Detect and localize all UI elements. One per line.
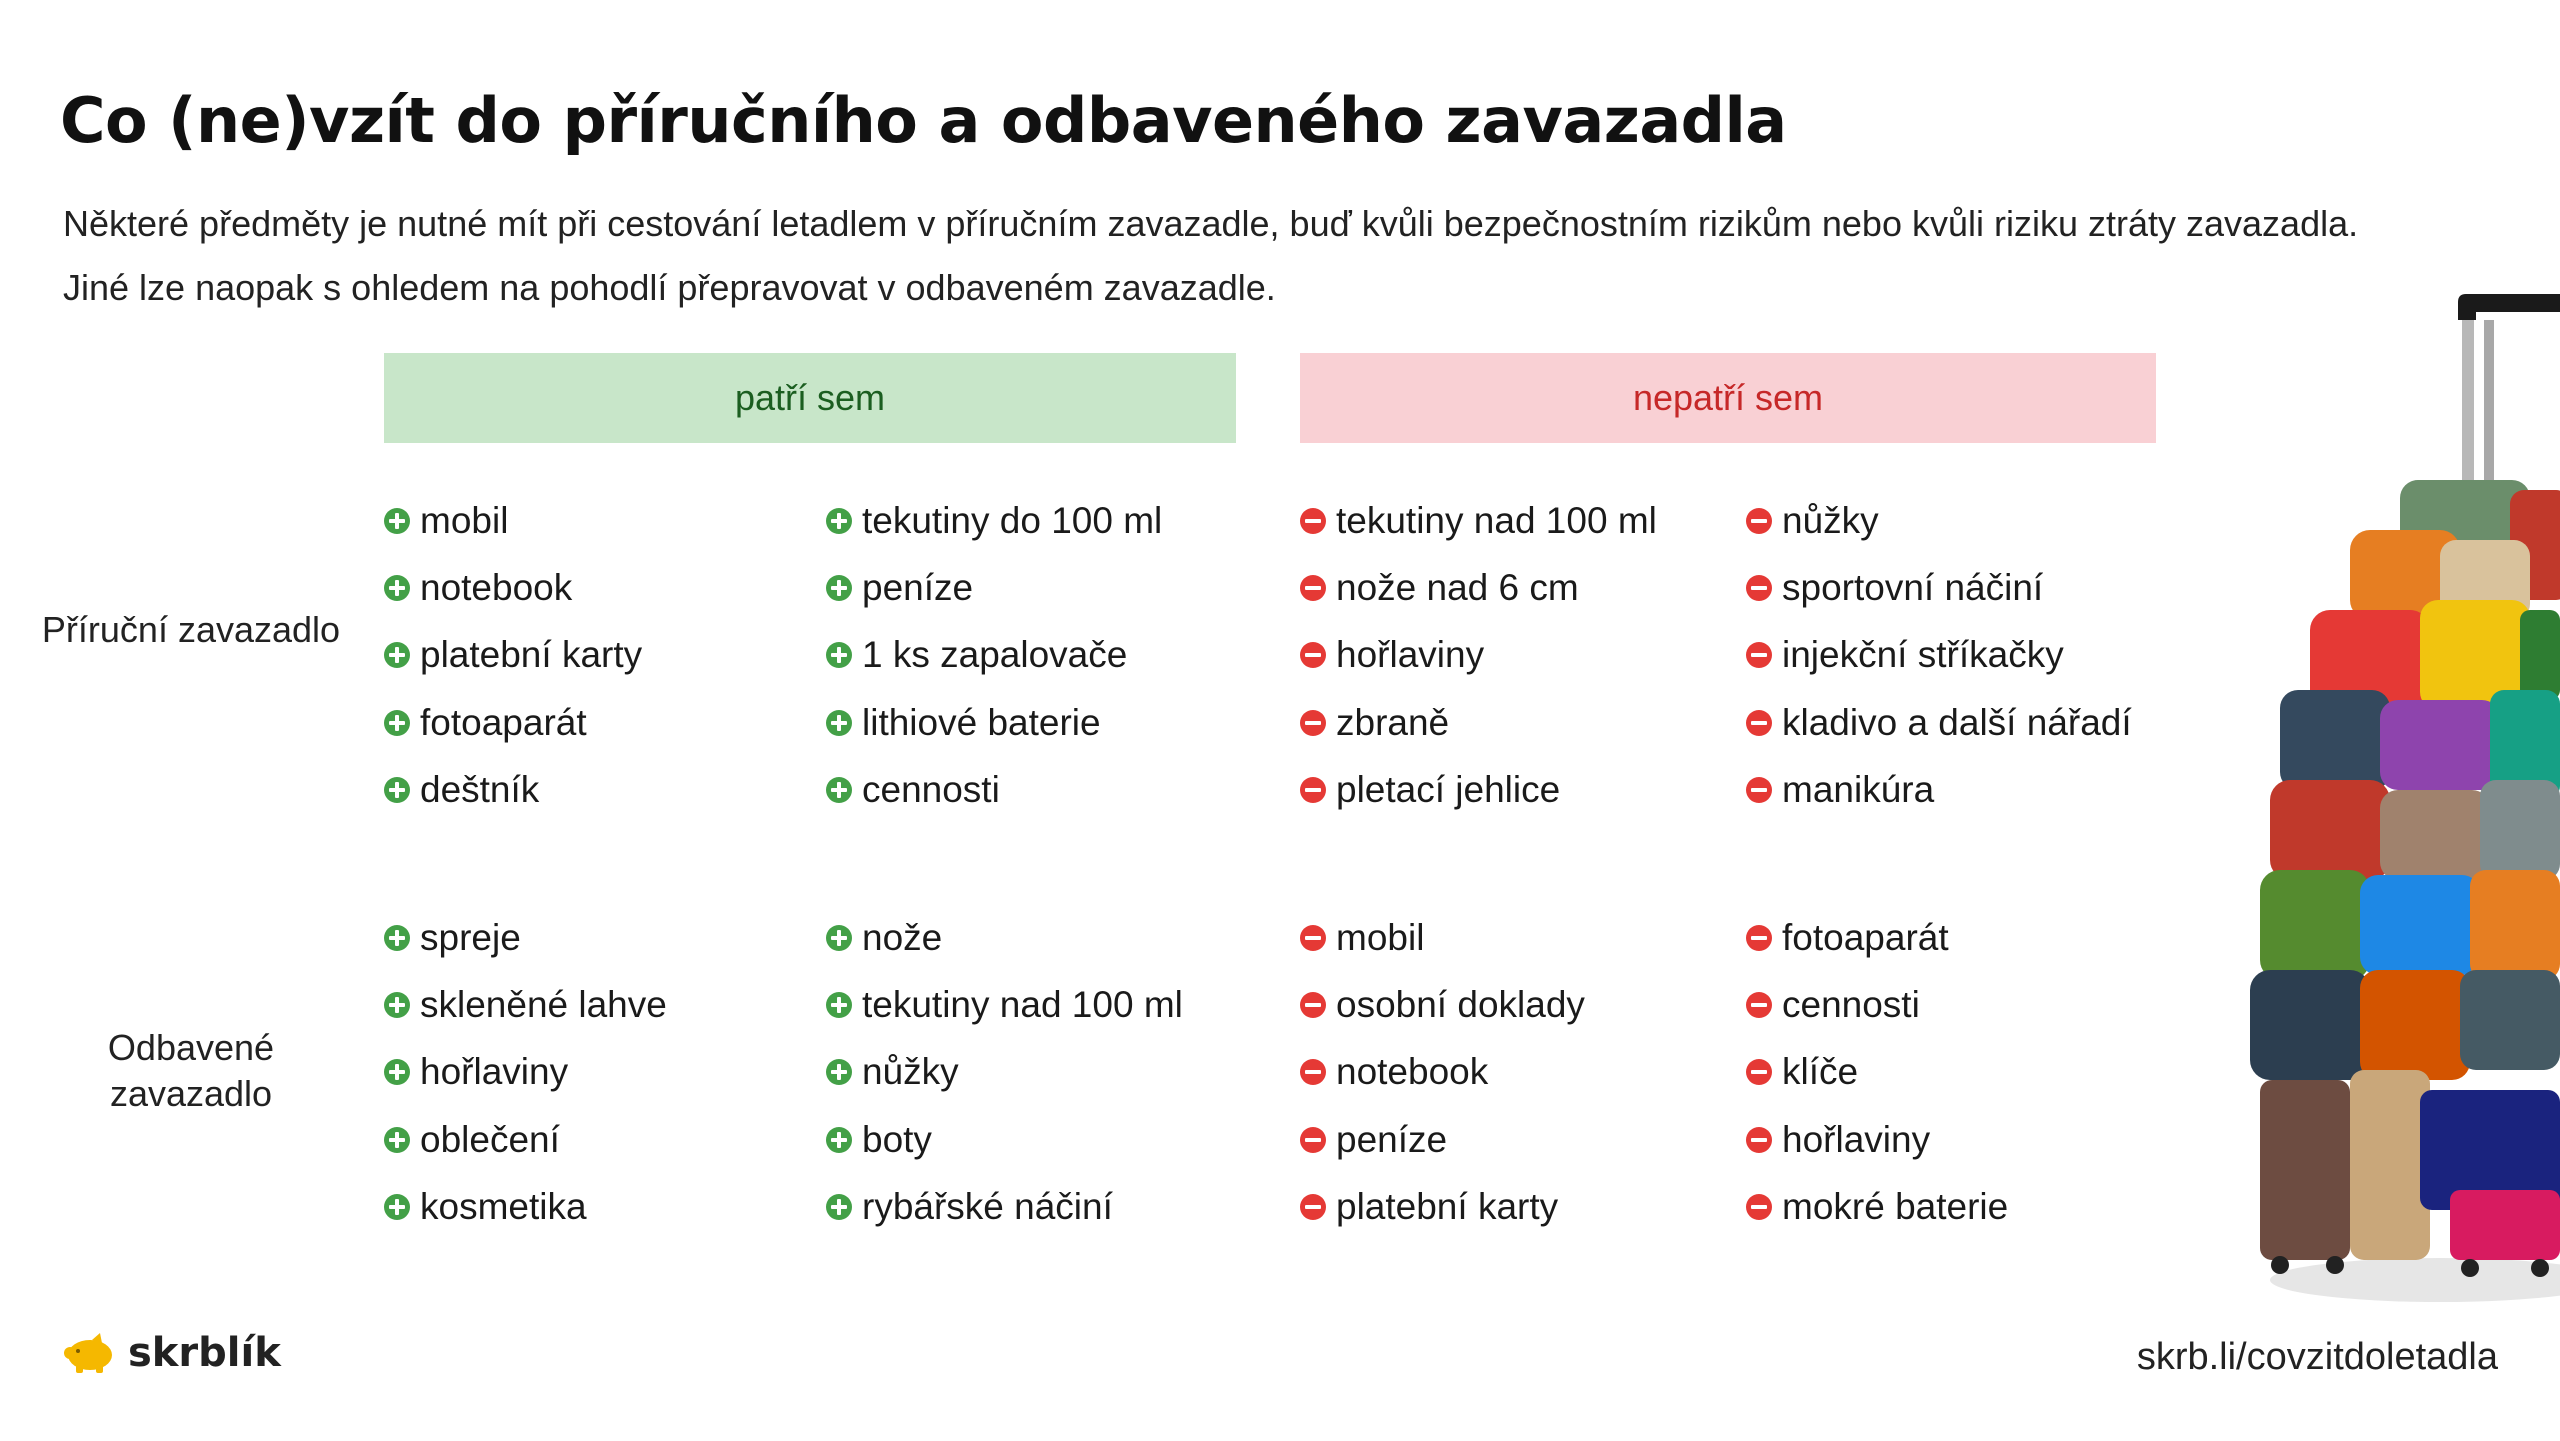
- list-item-label: oblečení: [420, 1118, 560, 1160]
- list-item-label: nůžky: [862, 1051, 959, 1093]
- list-item-label: mobil: [420, 499, 509, 541]
- list-item: [826, 487, 1162, 554]
- brand-name: skrblík: [128, 1330, 281, 1376]
- list-item: [1746, 971, 2008, 1038]
- plus-circle-icon: [384, 1127, 410, 1153]
- list-item-label: tekutiny nad 100 ml: [862, 983, 1183, 1025]
- list-item-label: platební karty: [1336, 1185, 1559, 1227]
- plus-circle-icon: [826, 508, 852, 534]
- list-item: [826, 622, 1162, 689]
- minus-circle-icon: [1300, 777, 1326, 803]
- list-item-label: injekční stříkačky: [1782, 634, 2064, 676]
- list-item: [1746, 756, 2132, 823]
- luggage-illustration: [2240, 290, 2560, 1310]
- minus-circle-icon: [1300, 992, 1326, 1018]
- checked-allowed-list-1: [384, 904, 667, 1240]
- list-item: [384, 487, 642, 554]
- plus-circle-icon: [826, 642, 852, 668]
- plus-circle-icon: [384, 992, 410, 1018]
- list-item-label: cennosti: [1782, 983, 1920, 1025]
- list-item: [1300, 756, 1657, 823]
- plus-circle-icon: [384, 1194, 410, 1220]
- list-item: [826, 554, 1162, 621]
- minus-circle-icon: [1300, 1127, 1326, 1153]
- brand-logo[interactable]: [62, 1330, 281, 1376]
- list-item: [1300, 904, 1585, 971]
- minus-circle-icon: [1746, 575, 1772, 601]
- checked-forbidden-list-2: [1746, 904, 2008, 1240]
- intro-text: Některé předměty je nutné mít při cestování letadlem v příručním zavazadle, buď kvůli bezpečnostním rizikům nebo kvůli riziku ztráty zavazadla. Jiné lze naopak s ohledem na pohodlí přepravovat v odbaveném zavazadle.: [63, 203, 2359, 308]
- list-item-label: nože: [862, 916, 943, 958]
- minus-circle-icon: [1300, 508, 1326, 534]
- list-item-label: lithiové baterie: [862, 701, 1101, 743]
- list-item: [826, 1106, 1183, 1173]
- list-item: [826, 756, 1162, 823]
- list-item: [1300, 622, 1657, 689]
- plus-circle-icon: [826, 777, 852, 803]
- list-item-label: deštník: [420, 768, 540, 810]
- list-item-label: mokré baterie: [1782, 1185, 2009, 1227]
- piggy-bank-icon: [62, 1333, 116, 1373]
- list-item: [384, 756, 642, 823]
- list-item-label: hořlaviny: [1782, 1118, 1931, 1160]
- plus-circle-icon: [384, 575, 410, 601]
- list-item-label: zbraně: [1336, 701, 1450, 743]
- list-item: [1746, 622, 2132, 689]
- plus-circle-icon: [384, 642, 410, 668]
- list-item-label: tekutiny do 100 ml: [862, 499, 1163, 541]
- list-item-label: platební karty: [420, 634, 643, 676]
- list-item: [826, 1039, 1183, 1106]
- minus-circle-icon: [1746, 1059, 1772, 1085]
- list-item-label: nůžky: [1782, 499, 1879, 541]
- list-item-label: rybářské náčiní: [862, 1185, 1113, 1227]
- plus-circle-icon: [826, 925, 852, 951]
- list-item: [1746, 1039, 2008, 1106]
- plus-circle-icon: [384, 508, 410, 534]
- carry-on-allowed-list-2: [826, 487, 1162, 823]
- list-item-label: sportovní náčiní: [1782, 566, 2044, 608]
- list-item-label: cennosti: [862, 768, 1000, 810]
- minus-circle-icon: [1746, 1194, 1772, 1220]
- list-item-label: spreje: [420, 916, 521, 958]
- list-item: [1746, 904, 2008, 971]
- list-item: [1746, 487, 2132, 554]
- list-item-label: osobní doklady: [1336, 983, 1585, 1025]
- list-item: [1300, 1039, 1585, 1106]
- carry-on-forbidden-list-1: [1300, 487, 1657, 823]
- list-item: [384, 971, 667, 1038]
- list-item: [384, 689, 642, 756]
- plus-circle-icon: [826, 1194, 852, 1220]
- list-item-label: kladivo a další nářadí: [1782, 701, 2132, 743]
- minus-circle-icon: [1746, 642, 1772, 668]
- list-item-label: klíče: [1782, 1051, 1859, 1093]
- list-item: [384, 1106, 667, 1173]
- minus-circle-icon: [1300, 710, 1326, 736]
- list-item: [1746, 1106, 2008, 1173]
- header-allowed: patří sem: [384, 353, 1236, 443]
- list-item-label: notebook: [1336, 1051, 1489, 1093]
- list-item: [384, 904, 667, 971]
- plus-circle-icon: [826, 1059, 852, 1085]
- minus-circle-icon: [1746, 777, 1772, 803]
- minus-circle-icon: [1746, 508, 1772, 534]
- list-item-label: hořlaviny: [420, 1051, 569, 1093]
- list-item: [826, 971, 1183, 1038]
- list-item: [384, 554, 642, 621]
- list-item: [1746, 554, 2132, 621]
- plus-circle-icon: [384, 777, 410, 803]
- footer-link[interactable]: skrb.li/covzitdoletadla: [2136, 1336, 2498, 1378]
- list-item-label: peníze: [1336, 1118, 1448, 1160]
- list-item: [384, 1173, 667, 1240]
- list-item-label: notebook: [420, 566, 573, 608]
- minus-circle-icon: [1300, 642, 1326, 668]
- list-item: [384, 622, 642, 689]
- list-item: [826, 689, 1162, 756]
- list-item: [1746, 689, 2132, 756]
- list-item: [1300, 689, 1657, 756]
- row-label-carry-on: Příruční zavazadlo: [41, 609, 341, 650]
- list-item-label: tekutiny nad 100 ml: [1336, 499, 1657, 541]
- list-item-label: pletací jehlice: [1336, 768, 1561, 810]
- minus-circle-icon: [1746, 1127, 1772, 1153]
- plus-circle-icon: [384, 710, 410, 736]
- list-item-label: nože nad 6 cm: [1336, 566, 1579, 608]
- list-item-label: 1 ks zapalovače: [862, 634, 1128, 676]
- page-title: Co (ne)vzít do příručního a odbaveného zavazadla: [60, 84, 1787, 157]
- list-item-label: mobil: [1336, 916, 1425, 958]
- minus-circle-icon: [1746, 710, 1772, 736]
- list-item: [1300, 1173, 1585, 1240]
- list-item: [1300, 487, 1657, 554]
- minus-circle-icon: [1300, 925, 1326, 951]
- minus-circle-icon: [1300, 575, 1326, 601]
- row-label-checked: Odbavené zavazadlo: [107, 1027, 275, 1114]
- minus-circle-icon: [1746, 992, 1772, 1018]
- list-item: [384, 1039, 667, 1106]
- list-item-label: kosmetika: [420, 1185, 587, 1227]
- list-item-label: boty: [862, 1118, 932, 1160]
- list-item: [826, 1173, 1183, 1240]
- plus-circle-icon: [384, 1059, 410, 1085]
- minus-circle-icon: [1300, 1059, 1326, 1085]
- plus-circle-icon: [826, 575, 852, 601]
- list-item-label: fotoaparát: [1782, 916, 1949, 958]
- list-item: [1300, 971, 1585, 1038]
- carry-on-forbidden-list-2: [1746, 487, 2132, 823]
- list-item-label: fotoaparát: [420, 701, 587, 743]
- plus-circle-icon: [826, 710, 852, 736]
- list-item-label: peníze: [862, 566, 974, 608]
- carry-on-allowed-list-1: [384, 487, 642, 823]
- list-item-label: skleněné lahve: [420, 983, 667, 1025]
- list-item: [1300, 554, 1657, 621]
- header-not-allowed: nepatří sem: [1300, 353, 2156, 443]
- list-item-label: hořlaviny: [1336, 634, 1485, 676]
- list-item-label: manikúra: [1782, 768, 1935, 810]
- minus-circle-icon: [1300, 1194, 1326, 1220]
- list-item: [1746, 1173, 2008, 1240]
- checked-forbidden-list-1: [1300, 904, 1585, 1240]
- list-item: [826, 904, 1183, 971]
- plus-circle-icon: [826, 992, 852, 1018]
- plus-circle-icon: [384, 925, 410, 951]
- checked-allowed-list-2: [826, 904, 1183, 1240]
- minus-circle-icon: [1746, 925, 1772, 951]
- list-item: [1300, 1106, 1585, 1173]
- plus-circle-icon: [826, 1127, 852, 1153]
